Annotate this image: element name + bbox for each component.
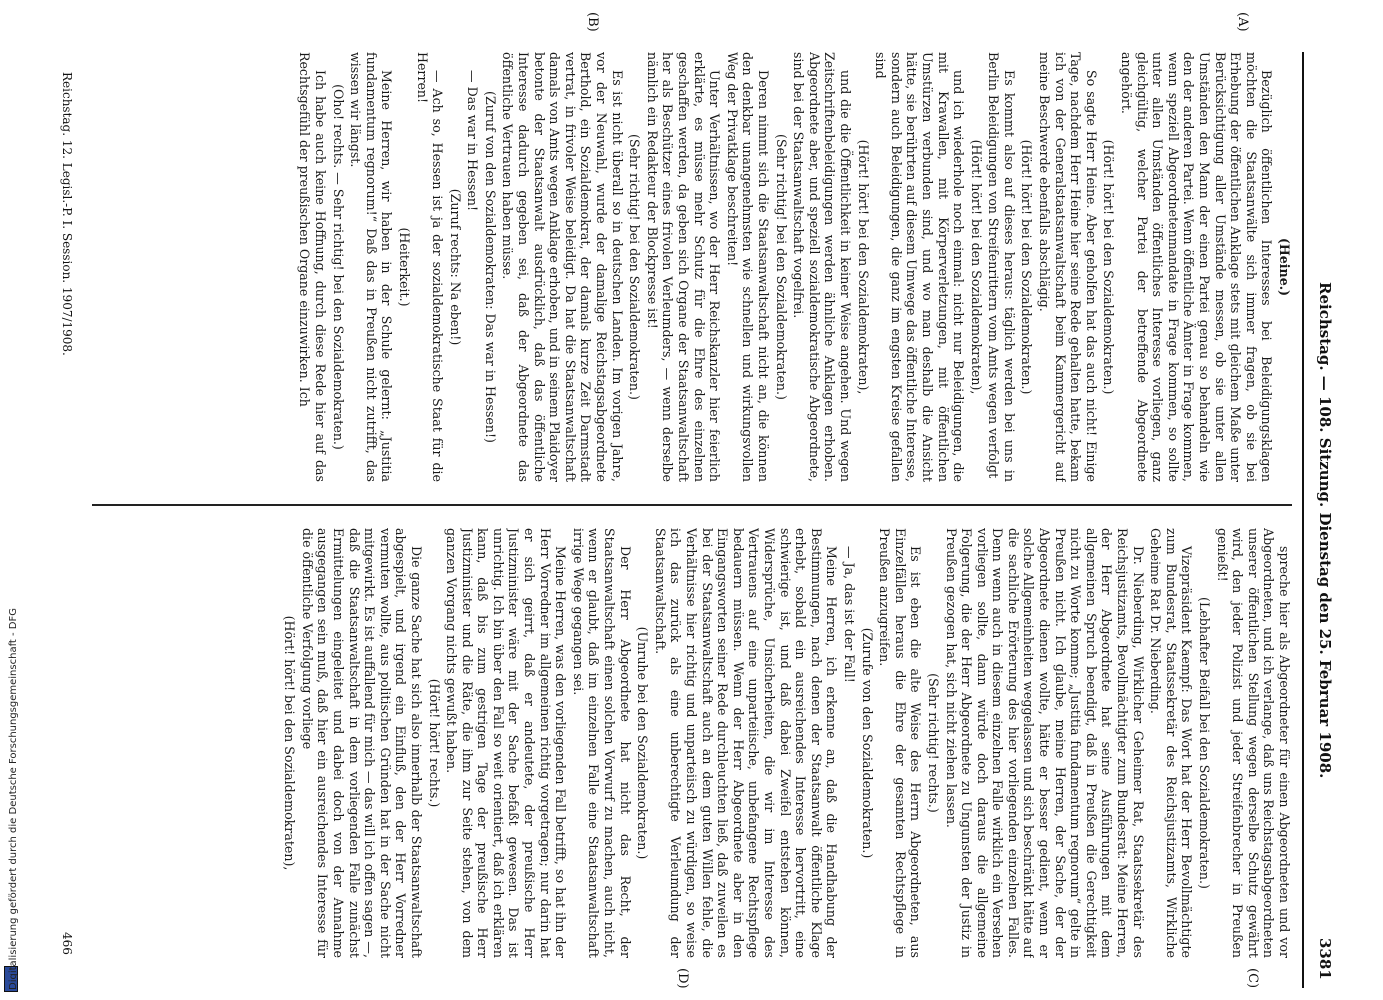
paragraph-right: (Zuruf rechts: Na eben!) [447,188,463,346]
paragraph-right: (Hört! hört! bei den Sozialdemokraten.) [1019,139,1035,395]
paragraph-right: (Hört! hört! bei den Sozialdemokraten), [855,139,871,395]
paragraph-left: Es ist eben die alte Weise des Herrn Abgeordneten, aus Einzelfällen heraus die Ehre der gesamten Rechtspflege in Preußen anzugreifen. [877,528,924,958]
speaker-label: (Heine.) [1277,237,1292,297]
paragraph-right: und ich wiederhole noch einmal: nicht nur Beleidigungen, die mit Krawallen, mit Körperverletzungen, mit öffentlichen Umstürzen verbunden sind, und wo man deshalb die Ansicht hätte, sie berührten auf diesem Umwege das öffentliche Interesse, sondern auch Beleidigungen, die ganz im engsten Kreise gefallen sind [873,52,967,482]
paragraph-right: So sagte Herr Heine. Aber geholfen hat das auch nicht! Einige Tage, nachdem Herr Heine hier seine Rede gehalten hatte, bekam ich von der Generalstaatsanwaltschaft beim Kammergericht auf meine Beschwerde ebenfalls abschlägig. [1037,52,1099,482]
digitization-credit: Digitalisierung gefördert durch die Deutsche Forschungsgemeinschaft - DFG [8,607,19,990]
paragraph-left: (Hört! hört! bei den Sozialdemokraten), [282,615,298,871]
column-right [62,52,1292,482]
paragraph-left: (Unruhe bei den Sozialdemokraten.) [635,626,651,860]
column-divider [92,504,1292,506]
paragraph-left: (Sehr richtig! rechts.) [925,673,941,813]
paragraph-right: (Sehr richtig! bei den Sozialdemokraten.) [773,134,789,400]
paragraph-left: Vizepräsident Kaempf: Das Wort hat der Herr Bevollmächtigte zum Bundesrat, Staatssekretär des Reichsjustizamts, Wirkliche Geheime Rat Dr. Nieberding. [1148,528,1195,958]
paragraph-left: Meine Herren, was den vorliegenden Fall betrifft, so hat ihn der Herr Vorredner im allgemeinen richtig vorgetragen; nur darin hat er sich geirrt, daß er andeutete, der preußische Herr Justizminister wäre mit der Sache befaßt gewesen. Das ist unrichtig. Ich bin über den Fall so weit orientiert, daß ich erklären kann, daß bis zum gestrigen Tage der preußische Herr Justizminister und die Räte, die ihm zur Seite stehen, von dem ganzen Vorgang nichts gewußt haben. [444,528,569,958]
paragraph-right: (Heiterkeit.) [396,227,412,307]
paragraph-left: Der Herr Abgeordnete hat nicht das Recht, der Staatsanwaltschaft einen solchen Vorwurf zu machen, auch nicht, wenn er glaubt, daß im einzelnen Falle eine Staatsanwaltschaft irrige Wege gegangen sei. [570,528,633,958]
paragraph-right: Meine Herren, wir haben in der Schule gelernt: „Justitia fundamentum regnorum!“ Daß das in Preußen nicht zutrifft, das wissen wir längst. [348,52,395,482]
paragraph-right: (Sehr richtig! bei den Sozialdemokraten.) [627,134,643,400]
paragraph-left: (Hört! hört! rechts.) [426,678,442,808]
footer-page-number: 466 [60,932,74,955]
margin-mark-a: (A) [1235,12,1250,32]
running-header [1300,52,1340,988]
paragraph-right: und die die Öffentlichkeit in keiner Weise angehen. Und wegen Zeitschriftenbeleidigungen werden ähnliche Anklagen erhoben. Abgeordnete aber, und speziell sozialdemokratische Abgeordnete, sind bei der Staatsanwaltschaft vogelfrei. [791,52,853,482]
rotated-page-content [50,12,1340,989]
paragraph-right: Unter Verhältnissen, wo der Herr Reichskanzler hier feierlich erklärte, es müsse mehr Schutz für die Ehre des einzelnen geschaffen werden, da geben sich Organe der Staatsanwaltschaft her als Beschützer eines frivolen Verleumders, — wenn derselbe nämlich ein Redakteur der Blockpresse ist! [644,52,723,482]
paragraph-right: Es ist nicht überall so in deutschen Landen. Im vorigen Jahre, vor der Neuwahl, wurde der damalige Reichstagsabgeordnete Berthold, ein Sozialdemokrat, der damals kurze Zeit Darmstadt vertrat, in frivoler Weise beleidigt. Da hat die Staatsanwaltschaft damals von Amts wegen Anklage erhoben, und in seinem Plaidoyer betonte der Staatsanwalt ausdrücklich, daß das öffentliche Interesse dadurch gegeben sei, daß der Abgeordnete das öffentliche Vertrauen haben müsse. [500,52,625,482]
paragraph-right: (Hört! hört! bei den Sozialdemokraten.) [1101,139,1117,395]
paragraph-right: (Oho! rechts. — Sehr richtig! bei den Sozialdemokraten.) [330,84,346,450]
paragraph-left: Meine Herren, ich erkenne an, daß die Handhabung der Bestimmungen, nach denen der Staatsanwalt öffentliche Klage erhebt, sobald ein ausreichendes Interesse hervortritt, eine schwierige ist, und daß dabei Zweifel entstehen können, Widersprüche, Unsicherheiten, die wir im Interesse des Vertrauens auf eine unparteiische, unbefangene Rechtspflege bedauern müssen. Wenn der Herr Abgeordnete aber in den Eingangsworten seiner Rede durchleuchten ließ, daß zuweilen es bei der Staatsanwaltschaft auch an dem guten Willen fehle, die Verhältnisse hier richtig und unparteiisch zu würdigen, so weise ich das zurück als eine unberechtigte Verleumdung der Staatsanwaltschaft. [652,528,840,958]
paragraph-right: (Hört! hört! bei den Sozialdemokraten), [968,139,984,395]
margin-mark-d: (D) [675,968,690,989]
margin-mark-c: (C) [1245,968,1260,989]
paragraph-left: — Ja, das ist der Fall! [841,546,857,683]
column-left [62,528,1292,958]
paragraph-right: Es kommt also auf dieses heraus: täglich werden bei uns in Berlin Beleidigungen von Streifenrittern vom Amts wegen verfolgt [986,52,1017,482]
paragraph-left: spreche hier als Abgeordneter für einen Abgeordneten und vor Abgeordneten, und ich verlange, daß uns Reichstagsabgeordneten unserer öffentlichen Stellung wegen derselbe Schutz gewährt wird, den jeder Polizist und jeder Streifenbrecher in Preußen genießt! [1214,528,1292,958]
page-number: 3381 [1316,938,1334,980]
header-title: Reichstag. — 108. Sitzung. Dienstag den 25. Februar 1908. [1316,282,1334,779]
footer-session: Reichstag. 12. Legisl.-P. I. Session. 1907/1908. [60,72,74,356]
paragraph-right: — Das war in Hessen! [465,70,481,212]
paragraph-right: Ich habe auch keine Hoffnung, durch diese Rede hier auf das Rechtsgefühl der preußischen Organe einzuwirken. Ich [297,52,328,482]
header-rule [1302,52,1304,988]
margin-mark-b: (B) [585,12,600,32]
paragraph-right: (Zuruf von den Sozialdemokraten: Das war in Hessen!) [482,91,498,443]
paragraph-right: — Ach so, Hessen ist ja der sozialdemokratische Staat für die Herren! [414,52,446,482]
paragraph-right: Bezüglich öffentlichen Interesses bei Beleidigungsklagen möchten die Staatsanwälte sich immer fragen, ob sie bei Erhebung der öffentlichen Anklage stets mit gleichem Maße unter Berücksichtigung aller Umstände messen, ob sie unter allen Umständen den Mann der einen Partei genau so behandeln wie den der anderen Partei. Wenn öffentliche Ämter in Frage kommen, wenn speziell Abgeordnetenmandate in Frage kommen, so sollte unter allen Umständen öffentliches Interesse vorliegen, ganz gleichgültig, welcher Partei der betreffende Abgeordnete angehört. [1119,52,1275,482]
paragraph-left: (Lebhafter Beifall bei den Sozialdemokraten.) [1197,597,1213,889]
paragraph-left: Dr. Nieberding, Wirklicher Geheimer Rat, Staatssekretär des Reichsjustizamts, Bevollmächtigter zum Bundesrat: Meine Herren, der Herr Abgeordnete hat seine Ausführungen mit dem allgemeinen Spruch beendigt, daß in Preußen die Gerechtigkeit nicht zu Worte komme; „Justitia fundamentum regnorum“ gelte in Preußen nicht. Ich glaube, meine Herren, der Sache, der der Abgeordnete dienen wollte, hätte er besser gedient, wenn er solche Allgemeinheiten weggelassen und sich beschränkt hätte auf die sachliche Erörterung des hier vorliegenden einzelnen Falles. Denn wenn auch in diesem einzelnen Falle wirklich ein Versehen vorliegen sollte, dann würde doch daraus die allgemeine Folgerung, die der Herr Abgeordnete zu Ungunsten der Justiz in Preußen gezogen hat, sich nicht ziehen lassen. [943,528,1146,958]
paragraph-left: (Zurufe von den Sozialdemokraten.) [859,627,875,859]
paragraph-left: Die ganze Sache hat sich also innerhalb der Staatsanwaltschaft abgespielt, und irgend ein Einfluß, den der Herr Vorredner vermuten wollte, aus politischen Gründen hat in der Sache nicht mitgewirkt. Es ist auffallend für mich — das will ich offen sagen —, daß die Staatsanwaltschaft in dem vorliegenden Falle zunächst Ermittelungen eingeleitet und dabei doch von der Annahme ausgegangen sein muß, daß hier ein ausreichendes Interesse für die öffentliche Verfolgung vorliege [299,528,424,958]
paragraph-right: Deren nimmt sich die Staatsanwaltschaft nicht an, die können den denkbar unangenehmsten wie schnellen und wirkungsvollen Weg der Privatklage beschreiten! [724,52,771,482]
